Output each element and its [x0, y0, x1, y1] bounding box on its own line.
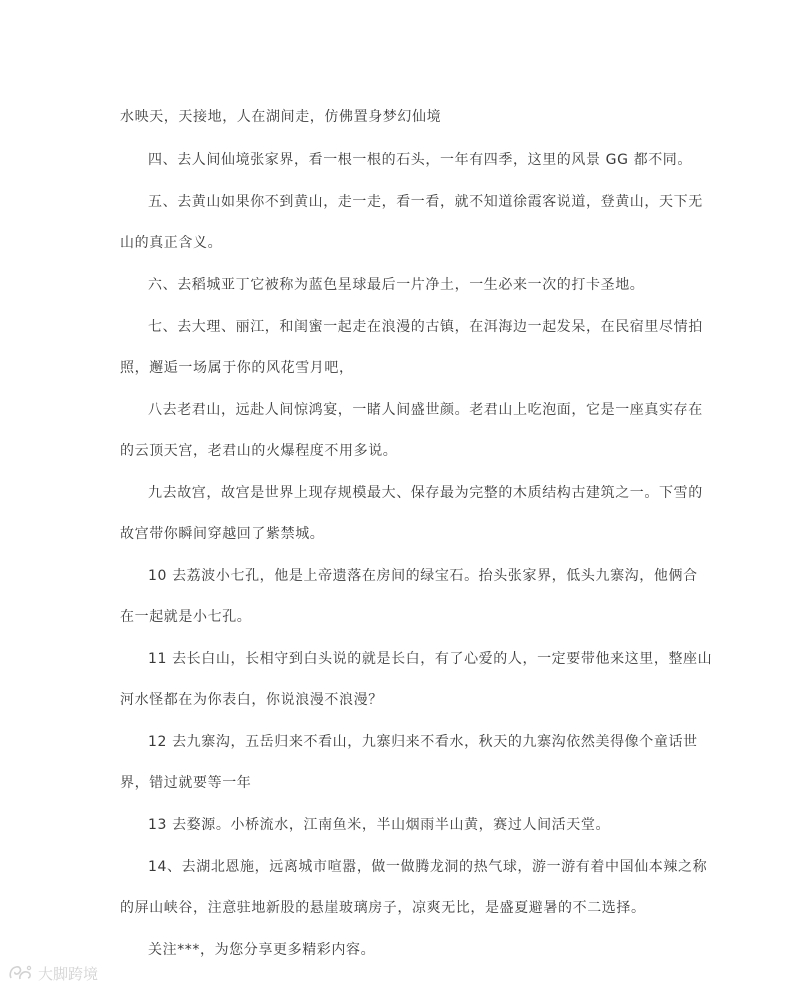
paragraph-line: 10 去荔波小七孔，他是上帝遗落在房间的绿宝石。抬头张家界，低头九寨沟，他俩合: [148, 568, 698, 584]
paragraph-line: 故宫带你瞬间穿越回了紫禁城。: [120, 526, 325, 542]
paragraph-line: 八去老君山，远赴人间惊鸿宴，一睹人间盛世颜。老君山上吃泡面，它是一座真实存在: [148, 402, 703, 418]
watermark: [8, 962, 98, 984]
paragraph-line: 水映天，天接地，人在湖间走，仿佛置身梦幻仙境: [120, 109, 442, 125]
paragraph-line: 11 去长白山，长相守到白头说的就是长白，有了心爱的人，一定要带他来这里，整座山: [148, 651, 713, 667]
paragraph-line: 关注***，为您分享更多精彩内容。: [148, 942, 376, 958]
paragraph-line: 七、去大理、丽江，和闺蜜一起走在浪漫的古镇，在洱海边一起发呆，在民宿里尽情拍: [148, 319, 703, 335]
paragraph-line: 九去故宫，故宫是世界上现存规模最大、保存最为完整的木质结构古建筑之一。下雪的: [148, 485, 703, 501]
paragraph-line: 的屏山峡谷，注意驻地新股的悬崖玻璃房子，凉爽无比，是盛夏避暑的不二选择。: [120, 900, 646, 916]
paragraph-line: 的云顶天宫，老君山的火爆程度不用多说。: [120, 443, 398, 459]
paragraph-line: 河水怪都在为你表白，你说浪漫不浪漫？: [120, 692, 383, 708]
paragraph-line: 在一起就是小七孔。: [120, 609, 252, 625]
paragraph-line: 五、去黄山如果你不到黄山，走一走，看一看，就不知道徐霞客说道，登黄山，天下无: [148, 194, 703, 210]
paragraph-line: 界，错过就要等一年: [120, 775, 252, 791]
paragraph-line: 山的真正含义。: [120, 235, 223, 251]
watermark-text: 大脚跨境: [38, 964, 99, 983]
brand-logo-icon: [8, 964, 34, 982]
paragraph-line: 14、去湖北恩施，远离城市喧嚣，做一做腾龙洞的热气球，游一游有着中国仙本辣之称: [148, 859, 708, 875]
paragraph-line: 四、去人间仙境张家界，看一根一根的石头，一年有四季，这里的风景 GG 都不同。: [148, 152, 692, 168]
paragraph-line: 13 去婺源。小桥流水，江南鱼米，半山烟雨半山黄，赛过人间活天堂。: [148, 817, 611, 833]
paragraph-line: 照，邂逅一场属于你的风花雪月吧，: [120, 360, 354, 376]
paragraph-line: 六、去稻城亚丁它被称为蓝色星球最后一片净土，一生必来一次的打卡圣地。: [148, 277, 645, 293]
paragraph-line: 12 去九寨沟，五岳归来不看山，九寨归来不看水，秋天的九寨沟依然美得像个童话世: [148, 734, 698, 750]
